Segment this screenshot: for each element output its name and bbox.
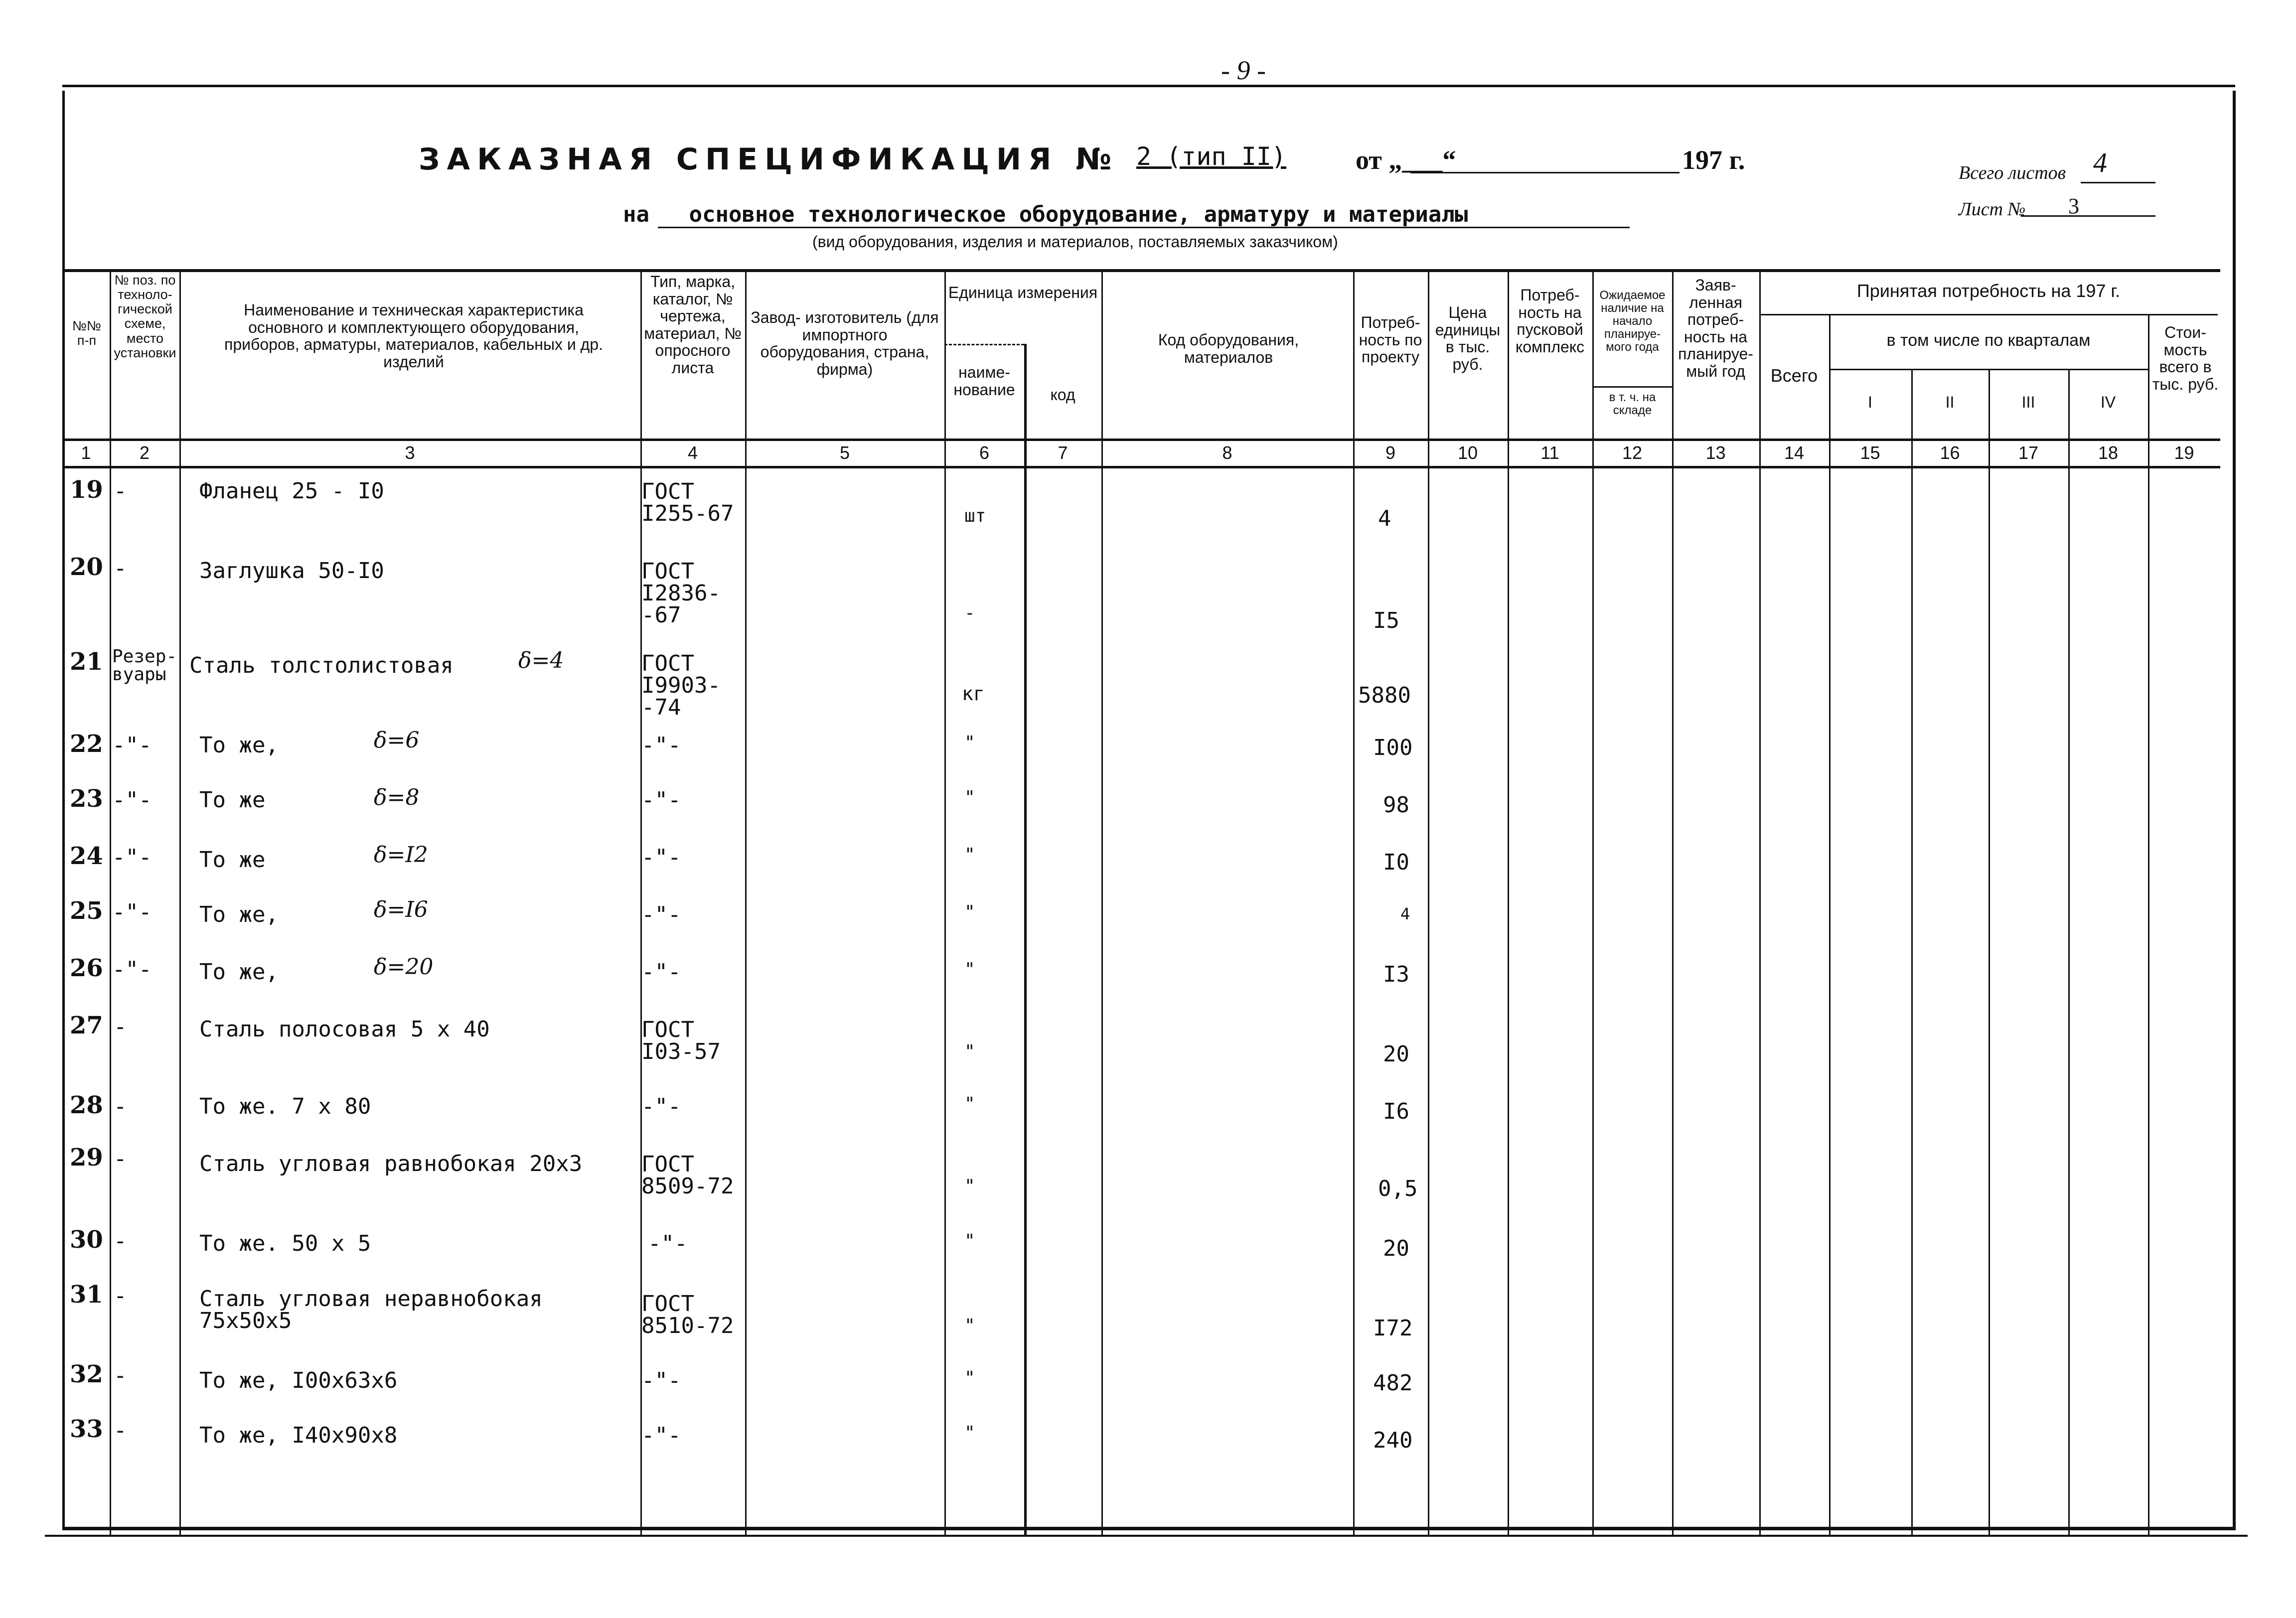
row-delta: δ=6 <box>374 728 420 753</box>
col-header-18: IV <box>2100 393 2116 411</box>
row-number: 24 <box>70 842 103 870</box>
colnum-17: 17 <box>2018 442 2039 463</box>
col-rule-15 <box>1911 369 1913 1535</box>
row-number: 30 <box>70 1226 103 1254</box>
row-number: 25 <box>70 897 103 925</box>
colnum-bottom-rule <box>62 466 2220 468</box>
row-type: ГОСТ 8509-72 <box>641 1152 734 1199</box>
sheet-number-label: Лист № <box>1959 199 2026 220</box>
total-sheets-label: Всего листов <box>1959 162 2066 183</box>
row-position: - <box>114 1146 127 1172</box>
row-position: -"- <box>112 787 152 813</box>
row-qty: I0 <box>1383 850 1409 875</box>
colnum-2: 2 <box>139 442 150 463</box>
subject-text: основное технологическое оборудование, арматуру и материалы <box>689 202 1468 227</box>
colnum-1: 1 <box>81 442 91 463</box>
row-name: То же, <box>199 902 279 927</box>
col-header-14: Всего <box>1770 365 1818 386</box>
col-header-13: Заявленная потребность на планируемый год <box>1678 276 1753 380</box>
row-unit: - <box>964 603 975 623</box>
colnum-3: 3 <box>405 442 415 463</box>
row-number: 29 <box>70 1144 103 1172</box>
col-header-19: Стоимость всего в тыс. руб. <box>2152 323 2219 393</box>
row-name: Заглушка 50-I0 <box>199 558 384 584</box>
row-position: -"- <box>112 899 152 925</box>
row-name: То же <box>199 847 266 873</box>
row-type: -"- <box>641 845 681 870</box>
row-unit: " <box>964 1176 975 1196</box>
row-type: ГОСТ I03-57 <box>641 1017 721 1064</box>
col-header-quarters: в том числе по кварталам <box>1886 331 2091 350</box>
col-rule-6 <box>1024 344 1027 1535</box>
row-unit: " <box>964 845 975 865</box>
row-position: - <box>114 1228 127 1254</box>
row-type: ГОСТ I2836- -67 <box>641 559 721 628</box>
col-rule-16 <box>1989 369 1990 1535</box>
row-position: - <box>114 1418 127 1443</box>
row-name: То же, I40x90x8 <box>199 1423 398 1448</box>
colnum-16: 16 <box>1940 442 1960 463</box>
col-header-1: №№ п-п <box>72 318 101 348</box>
colnum-6: 6 <box>979 442 990 463</box>
colnum-13: 13 <box>1705 442 1726 463</box>
col-rule-17 <box>2068 369 2070 1535</box>
colnum-18: 18 <box>2098 442 2119 463</box>
row-qty: I00 <box>1373 735 1413 760</box>
date-label: от „___“ <box>1356 145 1456 175</box>
row-position: Резер- вуары <box>112 646 177 685</box>
col-header-8: Код оборудования, материалов <box>1158 331 1299 366</box>
row-qty: 5880 <box>1358 683 1411 708</box>
row-number: 23 <box>70 785 103 813</box>
row-name: То же. 50 x 5 <box>199 1231 371 1256</box>
row-position: -"- <box>112 845 152 870</box>
col-header-accepted: Принятая потребность на 197 г. <box>1856 281 2121 301</box>
row-qty: 4 <box>1378 506 1391 531</box>
row-qty: I6 <box>1383 1099 1409 1124</box>
row-position: - <box>114 478 127 504</box>
row-qty: 20 <box>1383 1041 1409 1067</box>
sheet-number-value: 3 <box>2068 194 2079 218</box>
row-type: -"- <box>641 1368 681 1393</box>
colnum-12: 12 <box>1622 442 1643 463</box>
row-delta: δ=I6 <box>374 897 428 922</box>
row-unit: " <box>964 1041 975 1062</box>
row-unit: кг <box>962 683 985 705</box>
row-unit: " <box>964 1316 975 1336</box>
col-header-4: Тип, марка, каталог, № чертежа, материал, № опросного листа <box>644 273 742 377</box>
year-label: 197 г. <box>1682 145 1745 175</box>
row-type: -"- <box>641 787 681 813</box>
row-unit: " <box>964 959 975 980</box>
row-number: 32 <box>70 1360 103 1388</box>
col-header-9: Потребность по проекту <box>1359 313 1422 366</box>
row-qty: 98 <box>1383 792 1409 818</box>
row-position: - <box>114 1363 127 1388</box>
row-number: 27 <box>70 1012 103 1039</box>
row-name: То же, <box>199 959 279 985</box>
row-unit: шт <box>964 506 986 526</box>
row-name: То же <box>199 787 266 813</box>
top-border <box>62 85 2235 87</box>
colnum-5: 5 <box>839 442 850 463</box>
colnum-14: 14 <box>1784 442 1805 463</box>
row-name: Сталь толстолистовая <box>189 653 454 678</box>
col-header-6: наименование <box>953 363 1015 399</box>
row-number: 19 <box>70 476 103 504</box>
row-qty: I3 <box>1383 962 1409 987</box>
spec-number: 2 (тип II) <box>1136 142 1287 171</box>
row-unit: " <box>964 1094 975 1114</box>
row-unit: " <box>964 1368 975 1388</box>
colnum-11: 11 <box>1540 442 1559 463</box>
total-sheets-value: 4 <box>2093 147 2107 178</box>
colnum-7: 7 <box>1058 442 1068 463</box>
col-header-12-sub: в т. ч. на складе <box>1609 391 1656 417</box>
row-number: 31 <box>70 1281 103 1309</box>
row-unit: " <box>964 787 975 808</box>
row-position: - <box>114 556 127 581</box>
c12-sub-rule <box>1592 386 1672 388</box>
row-position: - <box>114 1094 127 1119</box>
row-delta: δ=20 <box>374 954 434 980</box>
bottom-border <box>45 1535 2248 1537</box>
row-number: 26 <box>70 954 103 982</box>
row-name: То же, <box>199 733 279 758</box>
subject-underline <box>658 227 1630 228</box>
row-qty: 482 <box>1373 1370 1413 1396</box>
date-line <box>1410 172 1680 173</box>
row-unit: " <box>964 1231 975 1251</box>
document-title: ЗАКАЗНАЯ СПЕЦИФИКАЦИЯ № <box>419 142 1119 177</box>
row-qty: 0,5 <box>1378 1176 1418 1201</box>
row-type: -"- <box>641 1094 681 1119</box>
col-rule-14 <box>1829 314 1831 1535</box>
row-type: ГОСТ I9903- -74 <box>641 651 721 720</box>
row-qty: 240 <box>1373 1428 1413 1453</box>
page-number: - 9 - <box>1221 55 1266 85</box>
total-sheets-line <box>2081 182 2155 183</box>
colnum-9: 9 <box>1385 442 1396 463</box>
row-unit: " <box>964 1423 975 1443</box>
col-header-15: I <box>1868 393 1872 411</box>
row-position: - <box>114 1283 127 1309</box>
row-type: -"- <box>641 733 681 758</box>
row-type: ГОСТ I255-67 <box>641 479 734 526</box>
row-name: Фланец 25 - I0 <box>199 478 384 504</box>
row-name: Сталь угловая равнобокая 20x3 <box>199 1151 583 1177</box>
row-position: -"- <box>112 957 152 982</box>
subject-line <box>623 202 1468 227</box>
col-header-12: Ожидаемое наличие на начало планируемого года <box>1599 289 1666 354</box>
col-header-2: № поз. по технологической схеме, место установки <box>114 273 176 360</box>
row-name: То же. 7 x 80 <box>199 1094 371 1119</box>
row-qty: 4 <box>1400 904 1410 923</box>
row-delta: δ=I2 <box>374 842 428 868</box>
row-delta: δ=4 <box>518 648 564 673</box>
col-header-10: Цена единицы в тыс. руб. <box>1435 303 1501 373</box>
row-qty: 20 <box>1383 1236 1409 1261</box>
row-type: -"- <box>648 1231 688 1256</box>
colnum-10: 10 <box>1457 442 1478 463</box>
colnum-15: 15 <box>1860 442 1880 463</box>
row-qty: I72 <box>1373 1316 1413 1341</box>
row-name: Сталь угловая неравнобокая 75x50x5 <box>199 1286 543 1333</box>
row-unit: " <box>964 733 975 753</box>
row-number: 33 <box>70 1415 103 1443</box>
row-delta: δ=8 <box>374 785 420 810</box>
row-number: 22 <box>70 730 103 758</box>
row-name: То же, I00x63x6 <box>199 1368 398 1393</box>
row-type: -"- <box>641 1423 681 1448</box>
row-number: 28 <box>70 1091 103 1119</box>
col-header-3: Наименование и техническая характеристика основного и комплектующего оборудования, приборов, арматуры, материалов, кабельных и др. изделий <box>224 301 603 371</box>
subject-prefix: на <box>623 202 649 227</box>
colnum-19: 19 <box>2174 442 2194 463</box>
row-number: 21 <box>70 648 103 676</box>
row-qty: I5 <box>1373 608 1399 633</box>
row-type: -"- <box>641 959 681 985</box>
row-position: -"- <box>112 733 152 758</box>
unit-sub-rule <box>944 344 1024 345</box>
col-header-16: II <box>1945 393 1955 411</box>
row-position: - <box>114 1014 127 1039</box>
row-type: ГОСТ 8510-72 <box>641 1291 734 1338</box>
col-header-11: Потребность на пусковой комплекс <box>1515 286 1585 356</box>
row-unit: " <box>964 902 975 922</box>
col-header-17: III <box>2021 393 2035 411</box>
header-bottom-rule <box>62 439 2220 441</box>
col-header-5: Завод- изготовитель (для импортного оборудования, страна, фирма) <box>751 308 939 378</box>
row-name: Сталь полосовая 5 x 40 <box>199 1017 490 1042</box>
colnum-8: 8 <box>1222 442 1232 463</box>
colnum-4: 4 <box>687 442 698 463</box>
col-header-7: код <box>1050 386 1075 404</box>
col-rule-18 <box>2148 314 2149 1535</box>
subject-caption: (вид оборудования, изделия и материалов, поставляемых заказчиком) <box>812 233 1338 251</box>
sheet-number-line <box>2021 215 2155 217</box>
col-header-unit-group: Единица измерения <box>948 284 1098 301</box>
header-top-rule <box>62 269 2220 272</box>
row-type: -"- <box>641 902 681 927</box>
row-number: 20 <box>70 553 103 581</box>
